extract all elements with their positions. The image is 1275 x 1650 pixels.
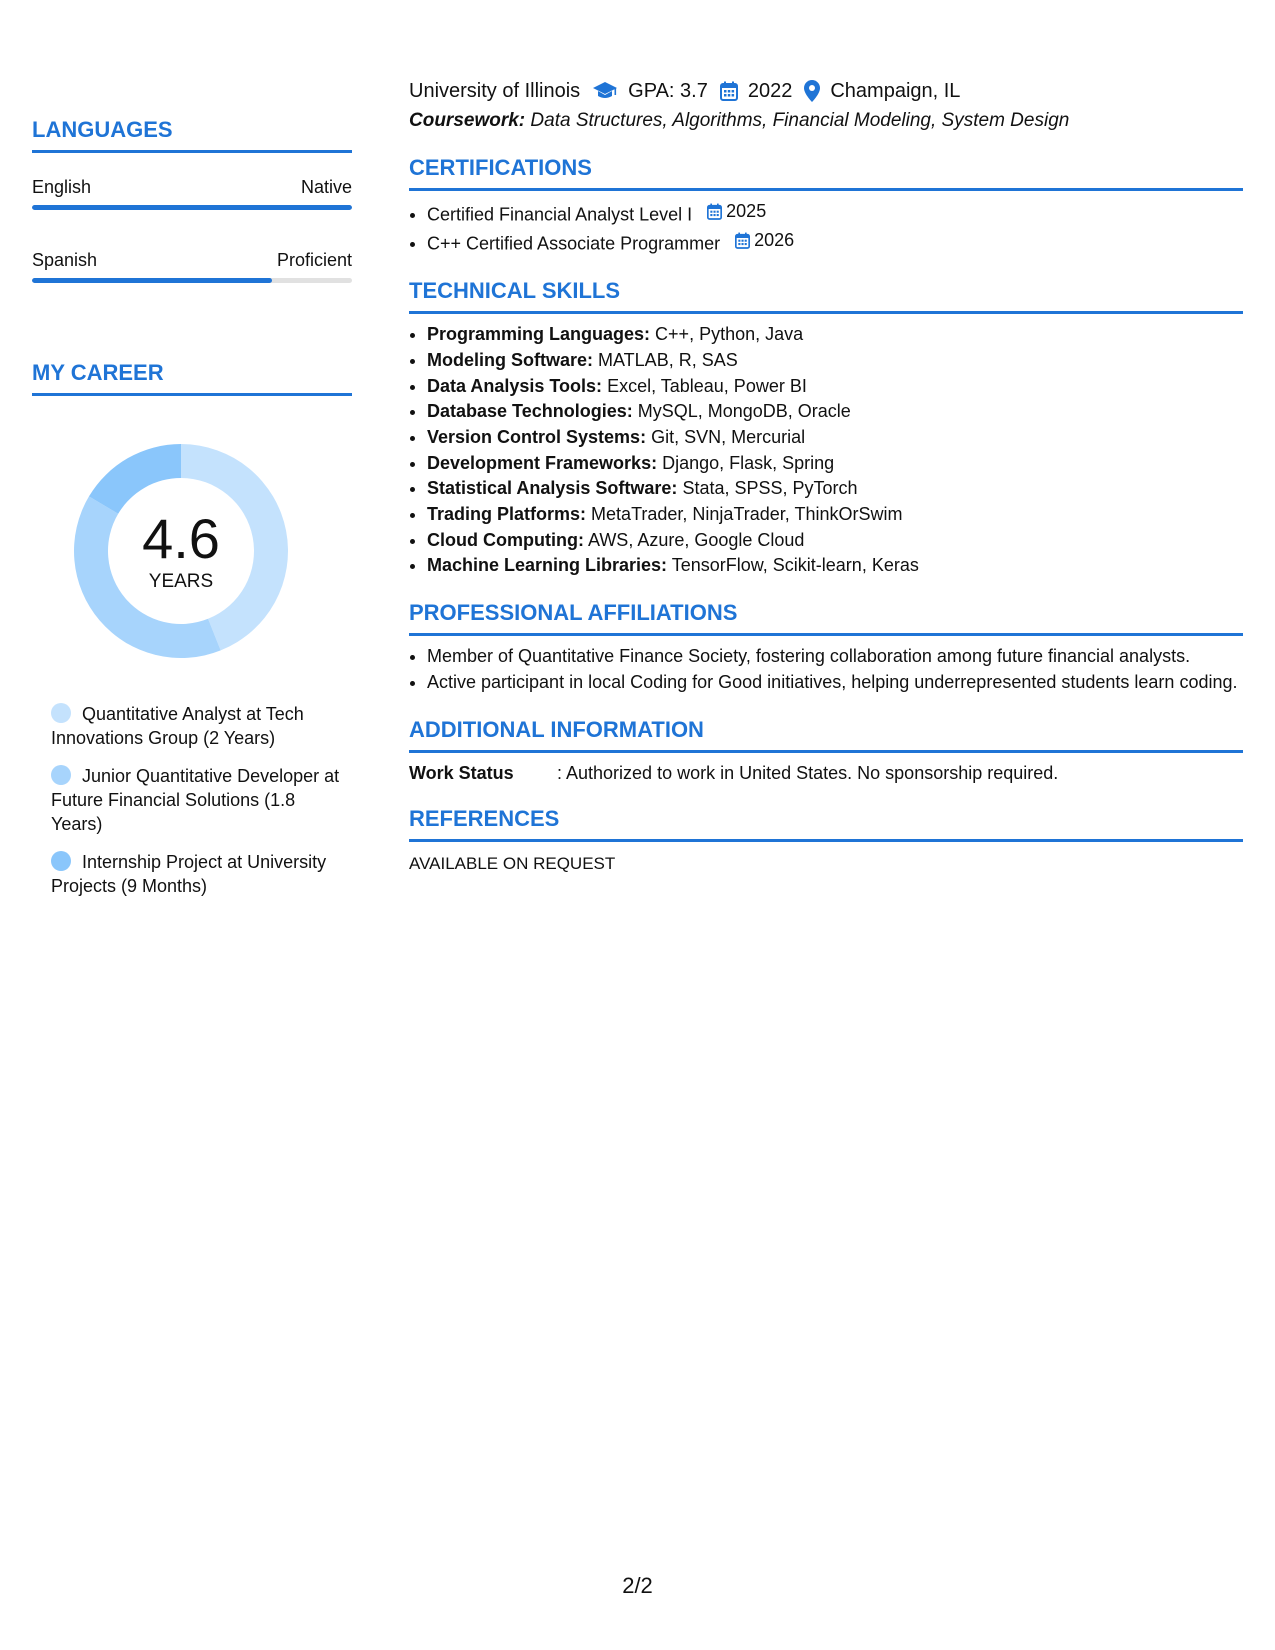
- career-legend-item: [51, 850, 341, 898]
- language-item: [32, 175, 352, 210]
- certification-year: 2026: [754, 230, 795, 251]
- references-text: AVAILABLE ON REQUEST: [409, 853, 616, 873]
- calendar-icon: [707, 203, 722, 220]
- career-legend-item: [51, 764, 341, 836]
- career-title: MY CAREER: [32, 359, 352, 396]
- certification-item: [427, 199, 1243, 228]
- skill-label: Modeling Software:: [427, 349, 593, 370]
- skill-item: [427, 399, 1243, 425]
- affiliations-title: PROFESSIONAL AFFILIATIONS: [409, 599, 1243, 636]
- skill-label: Database Technologies:: [427, 401, 633, 422]
- skill-value: MATLAB, R, SAS: [598, 349, 738, 370]
- skill-label: Version Control Systems:: [427, 426, 647, 447]
- skill-item: [427, 348, 1243, 374]
- affiliation-item: • Active participant in local Coding for Good initiatives, helping underrepresented students learn coding.: [427, 670, 1243, 696]
- skill-value: TensorFlow, Scikit-learn, Keras: [671, 555, 919, 576]
- skill-label: Development Frameworks:: [427, 452, 658, 473]
- skill-value: MetaTrader, NinjaTrader, ThinkOrSwim: [591, 504, 903, 525]
- certification-name: Certified Financial Analyst Level I: [427, 204, 693, 225]
- left-column: [32, 100, 352, 912]
- skill-label: Trading Platforms:: [427, 504, 587, 525]
- skills-title: TECHNICAL SKILLS: [409, 277, 1243, 314]
- career-total-unit: YEARS: [148, 571, 214, 592]
- coursework-label: Coursework:: [409, 110, 526, 131]
- languages-title: LANGUAGES: [32, 116, 352, 153]
- legend-dot-icon: [51, 851, 71, 871]
- coursework-list: Data Structures, Algorithms, Financial Modeling, System Design: [530, 110, 1070, 131]
- legend-dot-icon: [51, 765, 71, 785]
- references-title: REFERENCES: [409, 805, 1243, 842]
- language-item: [32, 248, 352, 283]
- work-status-label: Work Status: [409, 762, 514, 783]
- skill-item: [427, 451, 1243, 477]
- skill-value: Stata, SPSS, PyTorch: [682, 478, 858, 499]
- career-legend: [32, 702, 341, 898]
- skill-value: Excel, Tableau, Power BI: [607, 375, 807, 396]
- skill-label: Cloud Computing:: [427, 529, 584, 550]
- education-line: [409, 78, 1243, 104]
- language-level: Proficient: [276, 250, 352, 270]
- career-legend-label: Quantitative Analyst at Tech Innovations Group (2 Years): [51, 704, 304, 748]
- calendar-icon: [735, 232, 750, 249]
- skill-label: Machine Learning Libraries:: [427, 555, 668, 576]
- affiliations-list: [409, 644, 1243, 695]
- language-bar-fill: [32, 205, 352, 210]
- affiliation-item: • Member of Quantitative Finance Society, fostering collaboration among future financial analysts.: [427, 644, 1243, 670]
- language-level: Native: [300, 177, 352, 197]
- language-name: Spanish: [32, 250, 98, 270]
- language-bar: [32, 205, 352, 210]
- skill-value: MySQL, MongoDB, Oracle: [637, 401, 851, 422]
- career-legend-label: Junior Quantitative Developer at Future Financial Solutions (1.8 Years): [51, 766, 340, 834]
- language-bar-fill: [32, 278, 272, 283]
- skill-label: Data Analysis Tools:: [427, 375, 603, 396]
- skill-value: Django, Flask, Spring: [662, 452, 835, 473]
- graduation-cap-icon: [592, 81, 618, 101]
- coursework: [409, 108, 1243, 134]
- location-pin-icon: [804, 80, 820, 102]
- skill-item: [427, 502, 1243, 528]
- skill-item: [427, 553, 1243, 579]
- gpa: GPA: 3.7: [628, 80, 708, 102]
- career-donut-chart: [66, 436, 296, 666]
- language-bar: [32, 278, 352, 283]
- work-status-value: : Authorized to work in United States. No sponsorship required.: [557, 762, 1059, 783]
- legend-dot-icon: [51, 703, 71, 723]
- skills-list: [409, 322, 1243, 579]
- language-name: English: [32, 177, 92, 197]
- location: Champaign, IL: [830, 80, 961, 102]
- skill-value: AWS, Azure, Google Cloud: [587, 529, 805, 550]
- skill-item: [427, 476, 1243, 502]
- school-name: University of Illinois: [409, 80, 581, 102]
- career-total-years: 4.6: [142, 507, 220, 570]
- page-number: 2/2: [622, 1573, 653, 1598]
- work-status-row: [409, 761, 1243, 785]
- certifications-title: CERTIFICATIONS: [409, 154, 1243, 191]
- skill-item: [427, 374, 1243, 400]
- skill-item: [427, 528, 1243, 554]
- certification-year: 2025: [726, 201, 767, 221]
- calendar-icon: [720, 81, 738, 101]
- skill-value: C++, Python, Java: [655, 324, 804, 345]
- skill-value: Git, SVN, Mercurial: [651, 426, 806, 447]
- graduation-year: 2022: [747, 80, 793, 102]
- additional-info-title: ADDITIONAL INFORMATION: [409, 716, 1243, 753]
- skill-label: Statistical Analysis Software:: [427, 478, 678, 499]
- skill-label: Programming Languages:: [427, 324, 651, 345]
- right-column: [409, 78, 1243, 876]
- certification-name: C++ Certified Associate Programmer: [427, 233, 721, 254]
- career-legend-item: [51, 702, 341, 750]
- certification-item: [427, 228, 1243, 257]
- skill-item: [427, 425, 1243, 451]
- skill-item: [427, 322, 1243, 348]
- career-legend-label: Internship Project at University Projects (9 Months): [51, 852, 327, 896]
- certifications-list: [409, 199, 1243, 257]
